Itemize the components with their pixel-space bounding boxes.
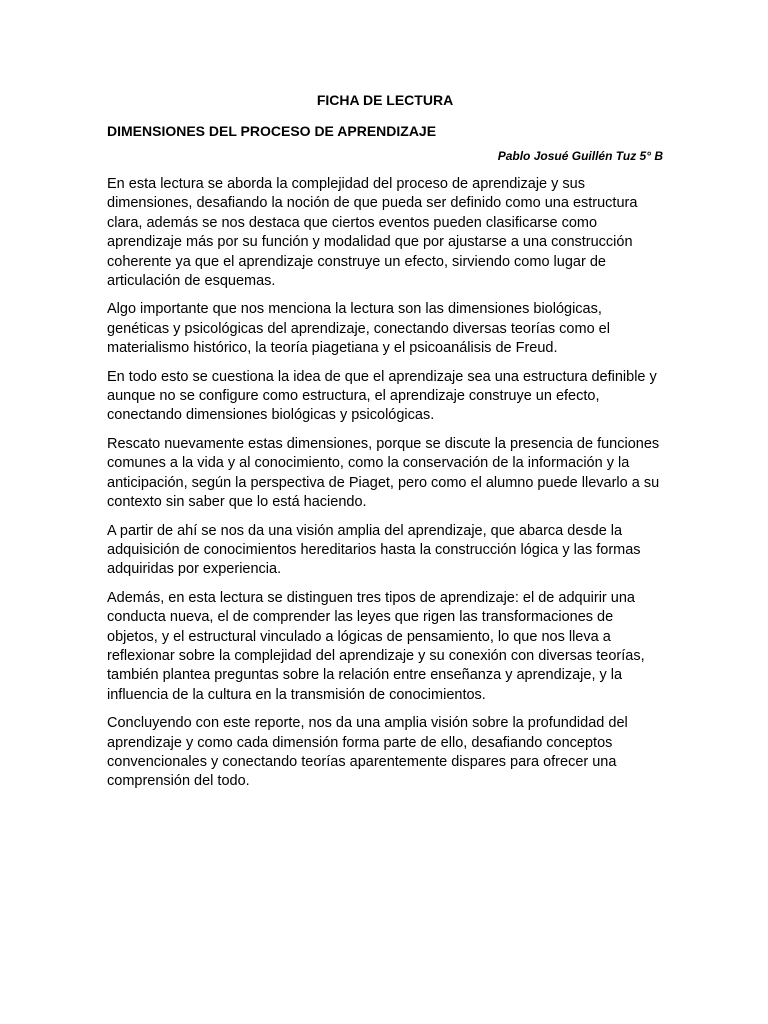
paragraph: En esta lectura se aborda la complejidad del proceso de aprendizaje y sus dimensiones, desafiando la noción de que pueda ser definido como una estructura clara, además se nos destaca que ciertos eventos pueden clasificarse como aprendizaje más por su función y modalidad que por ajustarse a una construcción coherente ya que el aprendizaje construye un efecto, sirviendo como lugar de articulación de esquemas. [107, 176, 638, 290]
paragraph: A partir de ahí se nos da una visión amplia del aprendizaje, que abarca desde la adquisición de conocimientos hereditarios hasta la construcción lógica y las formas adquiridas por experiencia. [107, 522, 641, 578]
paragraph: Rescato nuevamente estas dimensiones, porque se discute la presencia de funciones comunes a la vida y al conocimiento, como la conservación de la información y la anticipación, según la perspectiva de Piaget, pero como el alumno puede llevarlo a su contexto sin saber que lo está haciendo. [107, 435, 660, 511]
paragraph: Concluyendo con este reporte, nos da una amplia visión sobre la profundidad del aprendizaje y como cada dimensión forma parte de ello, desafiando conceptos convencionales y conectando teorías aparentemente dispares para ofrecer una comprensión del todo. [107, 715, 628, 790]
document-author: Pablo Josué Guillén Tuz 5° B [497, 149, 663, 163]
paragraph: Algo importante que nos menciona la lectura son las dimensiones biológicas, genéticas y psicológicas del aprendizaje, conectando diversas teorías como el materialismo histórico, la teoría piagetiana y el psicoanálisis de Freud. [107, 301, 610, 357]
paragraph: En todo esto se cuestiona la idea de que el aprendizaje sea una estructura definible y aunque no se configure como estructura, el aprendizaje construye un efecto, conectando dimensiones biológicas y psicológicas. [107, 368, 657, 424]
document-content [107, 91, 663, 801]
paragraph: Además, en esta lectura se distinguen tres tipos de aprendizaje: el de adquirir una conducta nueva, el de comprender las leyes que rigen las transformaciones de objetos, y el estructural vinculado a lógicas de pensamiento, lo que nos lleva a reflexionar sobre la complejidad del aprendizaje y su conexión con diversas teorías, también plantea preguntas sobre la relación entre enseñanza y aprendizaje, y la influencia de la cultura en la transmisión de conocimientos. [107, 589, 645, 703]
document-body [107, 175, 663, 792]
document-subtitle: DIMENSIONES DEL PROCESO DE APRENDIZAJE [107, 123, 437, 139]
document-title: FICHA DE LECTURA [316, 92, 454, 108]
